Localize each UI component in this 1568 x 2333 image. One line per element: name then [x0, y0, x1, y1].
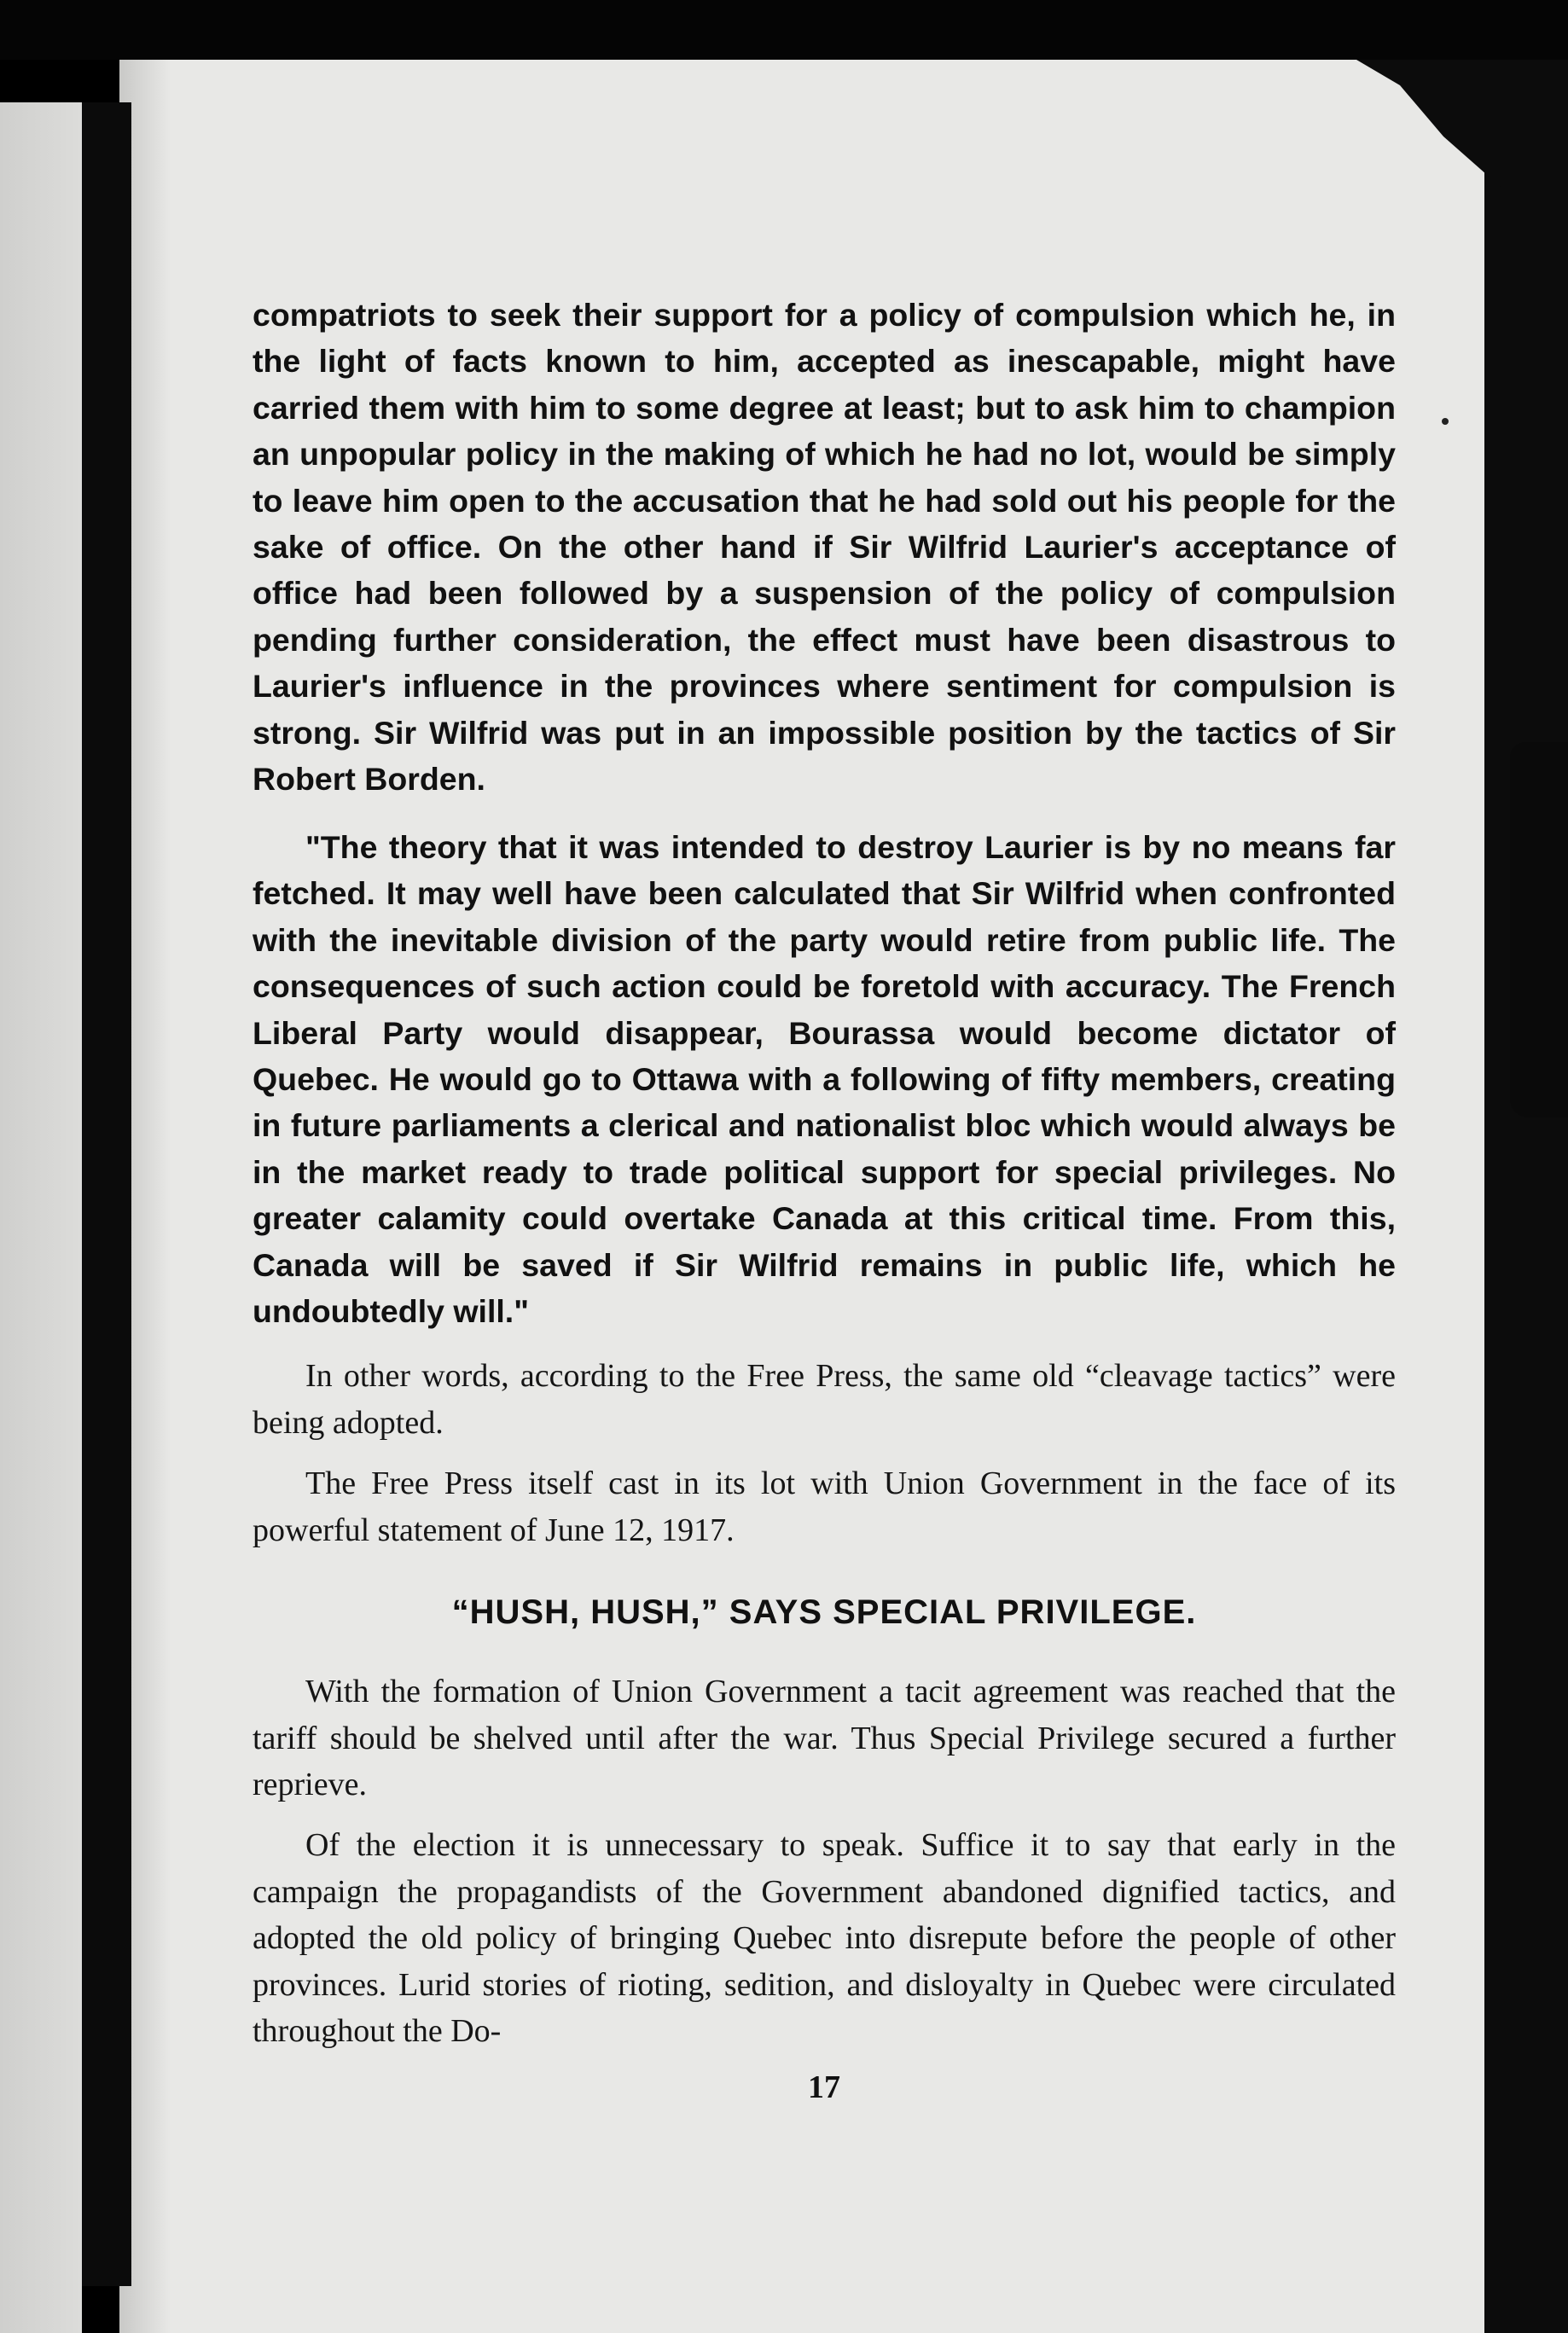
paragraph-other-words: [253, 1353, 1396, 1446]
paragraph-union-government: [253, 1669, 1396, 1808]
section-heading: “HUSH, HUSH,” SAYS SPECIAL PRIVILEGE.: [451, 1593, 1197, 1631]
paragraph: In other words, according to the Free Press, the same old “cleavage tactics” were being adopted.: [253, 1358, 1396, 1441]
scan-speck: [1442, 418, 1449, 425]
binding-spine: [82, 102, 131, 2286]
quoted-paragraph-continued: [253, 292, 1396, 802]
page-number: 17: [808, 2069, 840, 2105]
paragraph-free-press: [253, 1460, 1396, 1553]
quoted-paragraph-theory: [253, 824, 1396, 1334]
scan-right-border: [1484, 60, 1568, 2333]
page-edge-tab: [1510, 742, 1568, 1117]
adjacent-page-edge: [0, 102, 82, 2333]
paragraph: The Free Press itself cast in its lot with Union Government in the face of its powerful statement of June 12, 1917.: [253, 1465, 1396, 1548]
paragraph: With the formation of Union Government a tacit agreement was reached that the tariff should be shelved until after the war. Thus Special Privilege secured a further reprieve.: [253, 1674, 1396, 1802]
scan-top-border: [0, 0, 1568, 60]
paragraph: Of the election it is unnecessary to speak. Suffice it to say that early in the campaign the propagandists of the Government abandoned dignified tactics, and adopted the old policy of bringing Quebec into disrepute before the people of other provinces. Lurid stories of rioting, sedition, and disloyalty in Quebec were circulated throughout the Do-: [253, 1827, 1396, 2049]
paragraph: compatriots to seek their support for a policy of compulsion which he, in the light of facts known to him, accepted as inescapable, might have carried them with him to some degree at least; but to ask him to champion an unpopular policy in the making of which he had no lot, would be simply to leave him open to the accusation that he had sold out his people for the sake of office. On the other hand if Sir Wilfrid Laurier's acceptance of office had been followed by a suspension of the policy of compulsion pending further consideration, the effect must have been disastrous to Laurier's influence in the provinces where sentiment for compulsion is strong. Sir Wilfrid was put in an impossible position by the tactics of Sir Robert Borden.: [253, 297, 1396, 798]
paragraph-election: [253, 1822, 1396, 2055]
paragraph: "The theory that it was intended to destroy Laurier is by no means far fetched. It may well have been calculated that Sir Wilfrid when confronted with the inevitable division of the party would retire from public life. The consequences of such action could be foretold with accuracy. The French Liberal Party would disappear, Bourassa would become dictator of Quebec. He would go to Ottawa with a following of fifty members, creating in future parliaments a clerical and nationalist bloc which would always be in the market ready to trade political support for special privileges. No greater calamity could overtake Canada at this critical time. From this, Canada will be saved if Sir Wilfrid remains in public life, which he undoubtedly will.": [253, 829, 1396, 1330]
